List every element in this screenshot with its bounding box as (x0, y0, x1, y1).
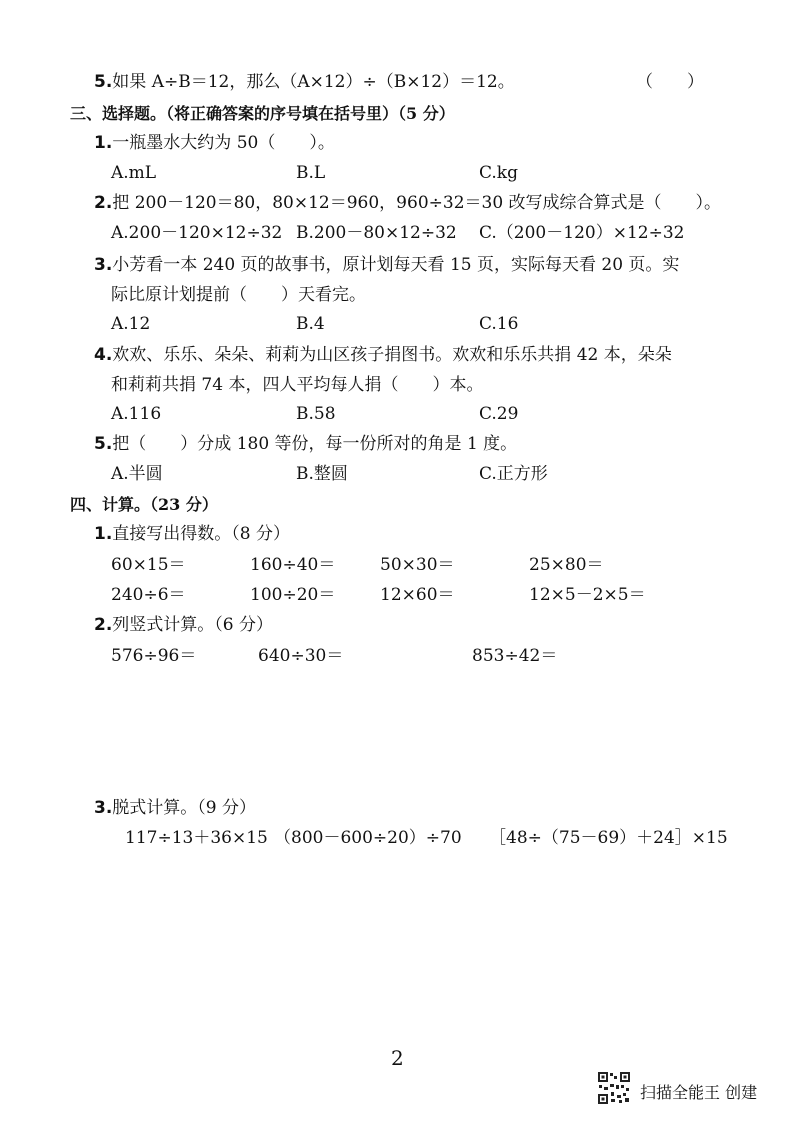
mc5-question: 5.把（ ）分成 180 等份，每一份所对的角是 1 度。 (94, 434, 518, 454)
mc3-option-c: C.16 (479, 314, 519, 334)
mc1-question: 1.一瓶墨水大约为 50（ ）。 (94, 133, 335, 153)
q5-text: 如果 A÷B＝12，那么（A×12）÷（B×12）＝12。 (112, 72, 515, 92)
calc1-item: 160÷40＝ (250, 555, 336, 575)
mc2-option-a: A.200－120×12÷32 (111, 223, 283, 243)
calc2-item: 853÷42＝ (472, 646, 558, 666)
mc4-option-a: A.116 (111, 404, 162, 424)
q5-statement (94, 71, 515, 93)
mc4-option-c: C.29 (479, 404, 519, 424)
calc1-title: 1.直接写出得数。（8 分） (94, 524, 291, 544)
section3-title: 三、选择题。（将正确答案的序号填在括号里）（5 分） (70, 104, 455, 123)
mc2-question: 2.把 200－120＝80，80×12＝960，960÷32＝30 改写成综合算式是（ ）。 (94, 193, 722, 213)
calc1-item: 12×60＝ (380, 585, 455, 605)
page-number: 2 (391, 1046, 404, 1070)
calc1-item: 240÷6＝ (111, 585, 186, 605)
calc1-item: 12×5－2×5＝ (529, 585, 646, 605)
mc2-option-c: C.（200－120）×12÷32 (479, 223, 685, 243)
mc3-question-line2: 际比原计划提前（ ）天看完。 (111, 285, 366, 305)
calc1-item: 60×15＝ (111, 555, 186, 575)
mc4-question-line1: 4.欢欢、乐乐、朵朵、莉莉为山区孩子捐图书。欢欢和乐乐共捐 42 本，朵朵 (94, 345, 672, 365)
calc2-title: 2.列竖式计算。（6 分） (94, 615, 274, 635)
mc5-option-a: A.半圆 (111, 464, 163, 484)
calc2-item: 576÷96＝ (111, 646, 197, 666)
section4-title: 四、计算。（23 分） (70, 495, 218, 514)
mc2-option-b: B.200－80×12÷32 (296, 223, 457, 243)
calc1-item: 50×30＝ (380, 555, 455, 575)
qr-code-icon (597, 1071, 631, 1105)
mc3-option-b: B.4 (296, 314, 325, 334)
mc4-option-b: B.58 (296, 404, 336, 424)
mc4-question-line2: 和莉莉共捐 74 本，四人平均每人捐（ ）本。 (111, 375, 484, 395)
calc1-item: 100÷20＝ (250, 585, 336, 605)
mc1-option-b: B.L (296, 163, 326, 183)
mc5-option-c: C.正方形 (479, 464, 548, 484)
calc3-item: （800－600÷20）÷70 (274, 828, 462, 848)
mc1-option-a: A.mL (111, 163, 157, 183)
mc1-option-c: C.kg (479, 163, 518, 183)
mc3-option-a: A.12 (111, 314, 151, 334)
calc3-item: 117÷13＋36×15 (125, 828, 268, 848)
calc2-item: 640÷30＝ (258, 646, 344, 666)
calc3-item: ［48÷（75－69）＋24］×15 (489, 828, 728, 848)
q5-answer-blank: （ ） (636, 72, 704, 92)
mc3-question-line1: 3.小芳看一本 240 页的故事书，原计划每天看 15 页，实际每天看 20 页。实 (94, 255, 680, 275)
calc1-item: 25×80＝ (529, 555, 604, 575)
q5-number: 5. (94, 72, 113, 92)
calc3-title: 3.脱式计算。（9 分） (94, 798, 257, 818)
scanner-watermark: 扫描全能王 创建 (640, 1083, 758, 1102)
mc5-option-b: B.整圆 (296, 464, 348, 484)
